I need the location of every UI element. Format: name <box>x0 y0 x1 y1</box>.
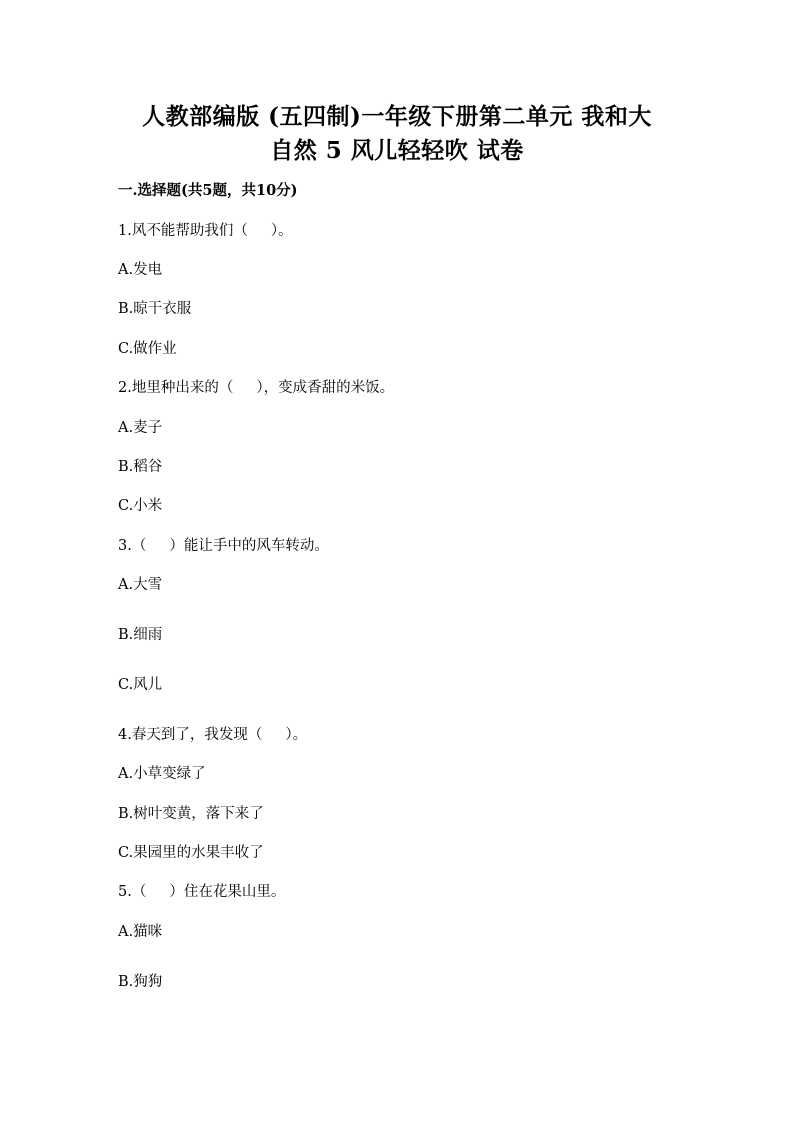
question-3-stem: 3.（ ）能让手中的风车转动。 <box>118 538 329 554</box>
question-2-stem: 2.地里种出来的（ ），变成香甜的米饭。 <box>118 380 395 396</box>
question-4-stem: 4.春天到了，我发现（ ）。 <box>118 727 308 743</box>
question-5-option-a: A.猫咪 <box>118 924 163 940</box>
question-1-stem: 1.风不能帮助我们（ ）。 <box>118 223 293 239</box>
question-2-option-c: C.小米 <box>118 498 163 514</box>
question-4-option-a: A.小草变绿了 <box>118 766 206 782</box>
question-4-option-b: B.树叶变黄，落下来了 <box>118 806 264 822</box>
question-1-option-b: B.晾干衣服 <box>118 301 192 317</box>
question-2-option-b: B.稻谷 <box>118 459 163 475</box>
question-1-option-a: A.发电 <box>118 262 163 278</box>
question-3-option-c: C.风儿 <box>118 677 163 693</box>
question-3-option-b: B.细雨 <box>118 627 163 643</box>
page-title-line-2: 自然 5 风儿轻轻吹 试卷 <box>270 137 524 164</box>
page-title-line-1: 人教部编版 (五四制)一年级下册第二单元 我和大 <box>142 103 652 130</box>
question-5-option-b: B.狗狗 <box>118 974 163 990</box>
question-2-option-a: A.麦子 <box>118 420 163 436</box>
question-3-option-a: A.大雪 <box>118 577 163 593</box>
question-1-option-c: C.做作业 <box>118 341 177 357</box>
question-5-stem: 5.（ ）住在花果山里。 <box>118 884 286 900</box>
section-heading: 一.选择题(共5题，共10分) <box>118 182 298 199</box>
question-4-option-c: C.果园里的水果丰收了 <box>118 845 264 861</box>
